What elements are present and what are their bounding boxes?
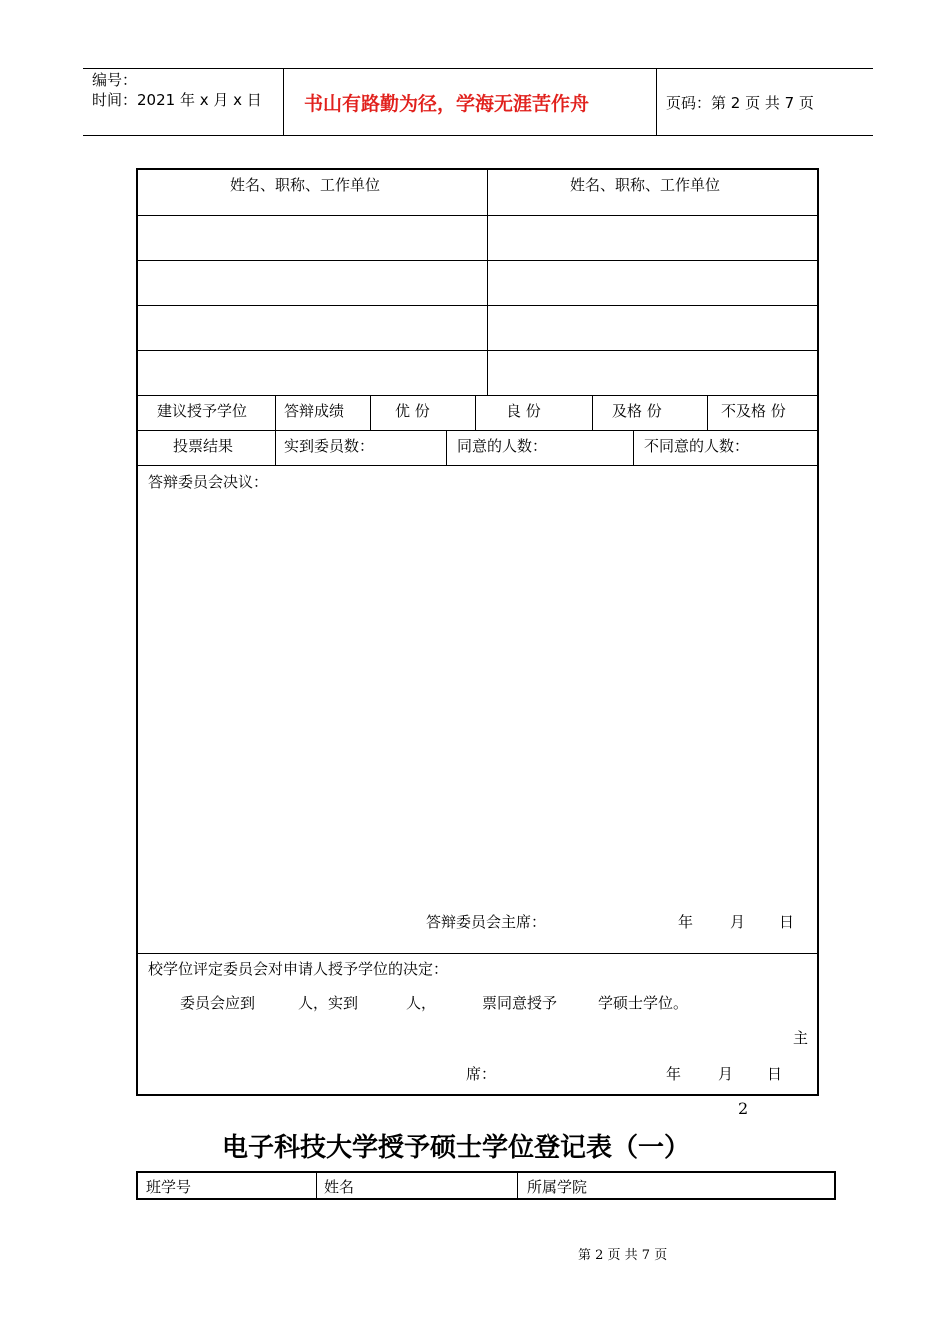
- college-field[interactable]: 所属学院: [527, 1178, 588, 1196]
- decision-chair-top: 主: [793, 1029, 809, 1047]
- defense-grade-label: 答辩成绩: [284, 402, 345, 420]
- members-header-left: 姓名、职称、工作单位: [230, 176, 381, 194]
- grade-fail-count[interactable]: 不及格 份: [721, 402, 786, 420]
- grade-pass-count[interactable]: 及格 份: [612, 402, 662, 420]
- decision-degree-type: 学硕士学位。: [598, 994, 689, 1012]
- form-title: 电子科技大学授予硕士学位登记表（一）: [222, 1133, 691, 1163]
- recommend-degree-label: 建议授予学位: [157, 402, 248, 420]
- present-members-field[interactable]: 实到委员数：: [284, 437, 375, 455]
- vote-result-label: 投票结果: [173, 437, 234, 455]
- agree-count-field[interactable]: 同意的人数：: [457, 437, 548, 455]
- member-row[interactable]: [138, 216, 817, 260]
- resolution-date-month: 月: [730, 913, 746, 931]
- members-header-right: 姓名、职称、工作单位: [570, 176, 721, 194]
- member-row[interactable]: [138, 351, 817, 395]
- member-row[interactable]: [138, 261, 817, 305]
- header-motto: 书山有路勤为径，学海无涯苦作舟: [304, 93, 590, 115]
- decision-should-attend: 委员会应到: [180, 994, 256, 1012]
- name-field[interactable]: 姓名: [324, 1178, 355, 1196]
- resolution-date-year: 年: [678, 913, 694, 931]
- document-number-label: 编号：: [92, 71, 138, 89]
- resolution-date-day: 日: [779, 913, 795, 931]
- member-row[interactable]: [138, 306, 817, 350]
- committee-chair-label: 答辩委员会主席：: [426, 913, 547, 931]
- class-id-field[interactable]: 班学号: [146, 1178, 192, 1196]
- decision-chair-bottom: 席：: [466, 1065, 497, 1083]
- page-number: 2: [738, 1099, 749, 1118]
- decision-date-month: 月: [718, 1065, 734, 1083]
- decision-votes-grant: 票同意授予: [482, 994, 558, 1012]
- decision-people-unit: 人，: [406, 994, 437, 1012]
- grade-excellent-count[interactable]: 优 份: [395, 402, 430, 420]
- disagree-count-field[interactable]: 不同意的人数：: [644, 437, 750, 455]
- decision-date-day: 日: [767, 1065, 783, 1083]
- page-footer: 第 2 页 共 7 页: [578, 1248, 668, 1263]
- grade-good-count[interactable]: 良 份: [506, 402, 541, 420]
- committee-resolution-area[interactable]: [140, 495, 814, 895]
- decision-date-year: 年: [666, 1065, 682, 1083]
- school-decision-label: 校学位评定委员会对申请人授予学位的决定：: [148, 960, 449, 978]
- decision-actual-attend: 人，实到: [298, 994, 359, 1012]
- page-counter: 页码：第 2 页 共 7 页: [666, 94, 814, 112]
- document-time-label: 时间：2021 年 x 月 x 日: [92, 91, 262, 109]
- committee-resolution-label: 答辩委员会决议：: [148, 473, 269, 491]
